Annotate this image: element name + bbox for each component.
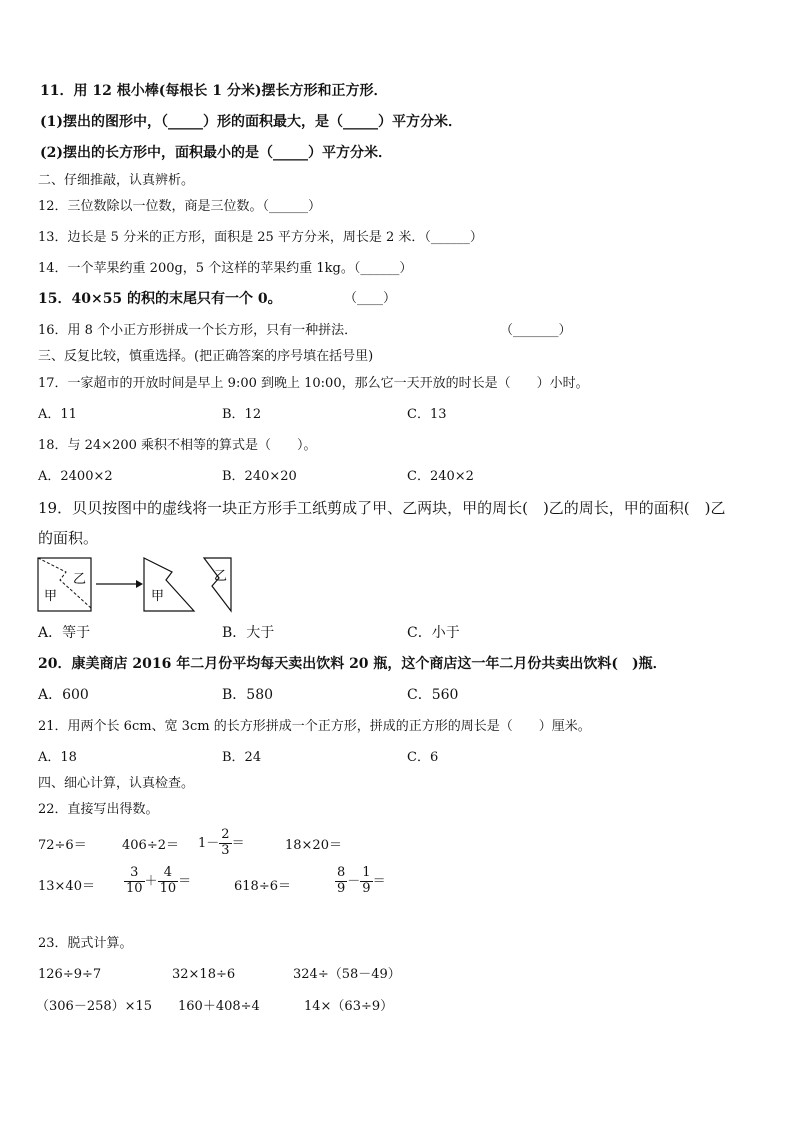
q19-option-a: A．等于 [38, 625, 91, 641]
q18-option-a: A．2400×2 [38, 469, 113, 484]
label-yi-right: 乙 [214, 569, 228, 584]
fraction-denominator: 10 [126, 880, 143, 896]
fraction-numerator: 2 [221, 827, 230, 842]
q22-stem: 22．直接写出得数。 [38, 802, 159, 817]
q20-option-c: C．560 [407, 687, 459, 703]
q22-expr-3-prefix: 1－ [198, 835, 220, 851]
label-jia-left: 甲 [44, 589, 58, 604]
q19-option-c: C．小于 [407, 625, 460, 641]
q22-expr-3 [198, 828, 245, 859]
plus-operator: ＋ [144, 873, 158, 889]
fraction-2-3 [219, 828, 231, 859]
q17-option-b: B．12 [222, 407, 262, 422]
q22-expr-6 [124, 866, 191, 897]
fraction-numerator: 1 [362, 865, 371, 880]
q21-stem: 21．用两个长 6cm、宽 3cm 的长方形拼成一个正方形，拼成的正方形的周长是（ ）厘米。 [38, 719, 591, 734]
q23-expr-3: 324÷（58－49） [293, 967, 401, 982]
q19-stem-line2: 的面积。 [38, 529, 99, 547]
q21-option-a: A．18 [38, 750, 77, 765]
label-jia-right: 甲 [151, 589, 165, 604]
q22-expr-1: 72÷6＝ [38, 838, 87, 853]
q20-stem: 20．康美商店 2016 年二月份平均每天卖出饮料 20 瓶，这个商店这一年二月份共卖出饮料( )瓶． [38, 656, 667, 672]
q18-stem: 18．与 24×200 乘积不相等的算式是（ ）。 [38, 438, 317, 453]
q23-expr-4: （306－258）×15 [36, 999, 153, 1014]
q21-option-b: B．24 [222, 750, 262, 765]
q23-expr-2: 32×18÷6 [172, 967, 236, 982]
q22-expr-6-equals: ＝ [178, 873, 192, 889]
q15-blank: （____） [344, 291, 397, 306]
q23-stem: 23．脱式计算。 [38, 936, 133, 951]
arrow-head-icon [136, 580, 143, 588]
label-yi-left: 乙 [73, 572, 87, 587]
q19-stem-line1: 19．贝贝按图中的虚线将一块正方形手工纸剪成了甲、乙两块，甲的周长( )乙的周长，甲的面积( )乙 [38, 499, 726, 517]
fraction-numerator: 3 [124, 866, 145, 882]
fraction-denominator: 3 [221, 842, 230, 858]
piece-yi [204, 558, 231, 611]
q21-option-c: C．6 [407, 750, 439, 765]
q22-expr-2: 406÷2＝ [122, 838, 179, 853]
q19-option-b: B．大于 [222, 625, 275, 641]
q23-expr-5: 160＋408÷4 [178, 999, 260, 1014]
q17-option-a: A．11 [38, 407, 77, 422]
fraction-8-9 [335, 866, 347, 897]
q12-text: 12．三位数除以一位数，商是三位数。（______） [38, 199, 322, 214]
q22-expr-7: 618÷6＝ [234, 879, 291, 894]
q16-text: 16．用 8 个小正方形拼成一个长方形，只有一种拼法． [38, 323, 358, 338]
fraction-denominator: 9 [337, 880, 346, 896]
q22-expr-5: 13×40＝ [38, 879, 95, 894]
q11-stem: 11．用 12 根小棒(每根长 1 分米)摆长方形和正方形． [40, 83, 388, 99]
section-4-heading: 四、细心计算，认真检查。 [38, 776, 195, 791]
fraction-numerator: 4 [158, 866, 179, 882]
section-3-heading: 三、反复比较，慎重选择。(把正确答案的序号填在括号里) [38, 349, 374, 364]
q18-option-b: B．240×20 [222, 469, 297, 484]
q15-text: 15．40×55 的积的末尾只有一个 0。 [38, 291, 282, 307]
q23-expr-6: 14×（63÷9） [304, 999, 394, 1014]
q17-stem: 17．一家超市的开放时间是早上 9:00 到晚上 10:00，那么它一天开放的时长是（ ）小时。 [38, 376, 589, 391]
q20-option-a: A．600 [38, 687, 89, 703]
q11-part1: (1)摆出的图形中，（_____）形的面积最大，是（_____）平方分米． [40, 114, 462, 130]
q23-expr-1: 126÷9÷7 [38, 967, 102, 982]
q16-blank: （_______） [500, 323, 572, 338]
q14-text: 14．一个苹果约重 200g，5 个这样的苹果约重 1kg。（______） [38, 261, 413, 276]
q22-expr-4: 18×20＝ [285, 838, 342, 853]
fraction-3-10 [124, 866, 145, 897]
q22-expr-8-equals: ＝ [372, 873, 386, 889]
fraction-denominator: 9 [362, 880, 371, 896]
minus-operator: － [347, 873, 361, 889]
q11-part2: (2)摆出的长方形中，面积最小的是（_____）平方分米． [40, 145, 392, 161]
q18-option-c: C．240×2 [407, 469, 474, 484]
q19-cut-square-figure [36, 556, 236, 614]
q20-option-b: B．580 [222, 687, 274, 703]
fraction-4-10 [158, 866, 179, 897]
q22-expr-3-equals: ＝ [231, 835, 245, 851]
section-2-heading: 二、仔细推敲，认真辨析。 [38, 173, 195, 188]
fraction-numerator: 8 [337, 865, 346, 880]
fraction-denominator: 10 [159, 880, 177, 896]
fraction-1-9 [360, 866, 372, 897]
q22-expr-8 [335, 866, 386, 897]
q17-option-c: C．13 [407, 407, 447, 422]
q13-text: 13．边长是 5 分米的正方形，面积是 25 平方分米，周长是 2 米．（______） [38, 230, 483, 245]
